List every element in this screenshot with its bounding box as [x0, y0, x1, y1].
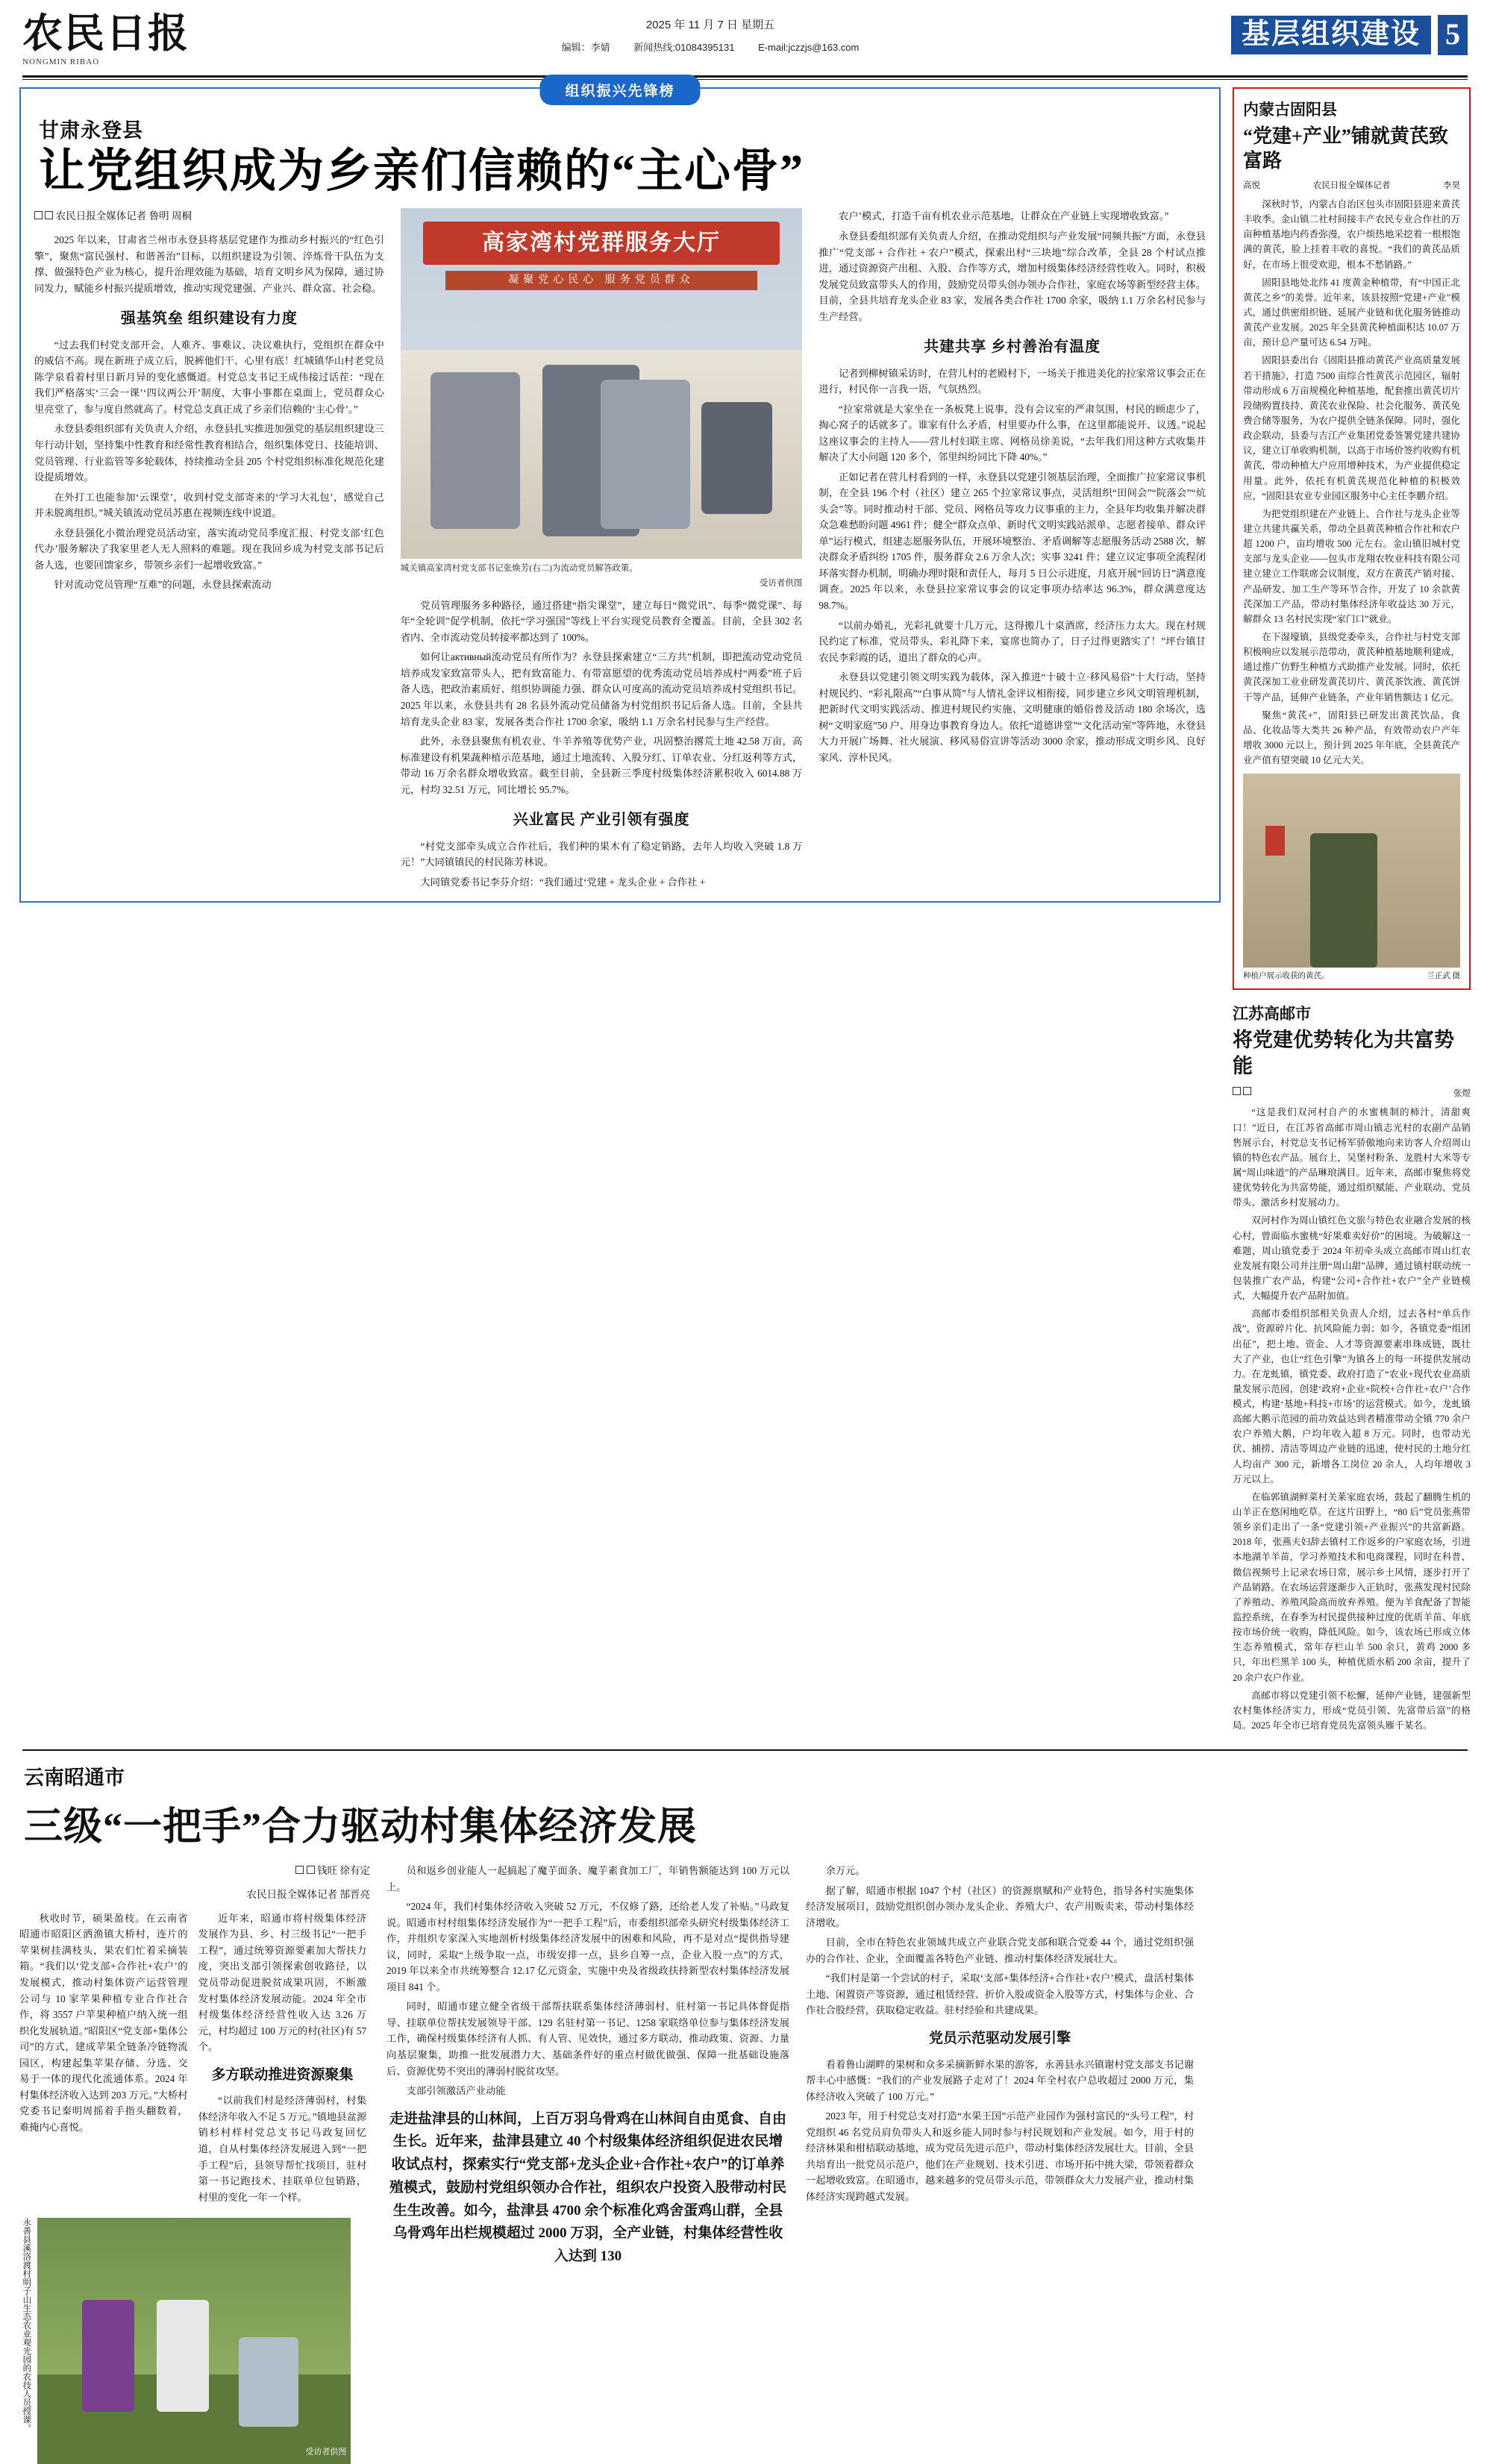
- photo-person-a: [82, 2300, 134, 2412]
- masthead-contact: [190, 40, 1231, 54]
- yunnan-kicker: 云南昭通市: [24, 1767, 125, 1790]
- paragraph: 余万元。: [825, 1865, 865, 1877]
- rb-headline: “党建+产业”铺就黄芪致富路: [1243, 125, 1448, 172]
- section-title: 基层组织建设: [1231, 16, 1431, 54]
- yunnan-byline: [19, 1863, 370, 1879]
- email-label: E-mail:jczzjs@163.com: [758, 42, 860, 53]
- section-badge: 组织振兴先锋榜: [539, 75, 700, 105]
- caption-credit: 受访者供图: [759, 579, 803, 589]
- rb-photo: [1243, 774, 1460, 968]
- paragraph: 2025 年以来，甘肃省兰州市永登县将基层党建作为推动乡村振兴的“红色引擎”，聚焦“富民强村、和谐善治”目标，以组织建设为引领、淬炼骨干队伍为支撑、做强特色产业为核心，提升治理效能为基础，培育文明乡风为保障，通过协同发力，赋能乡村振兴提质增效，推动实现党建强、产业兴、群众富、社会稳。: [34, 234, 384, 294]
- yunnan-photo-block: [19, 2218, 370, 2464]
- logo-subtext: NONGMIN RIBAO: [22, 57, 100, 66]
- paragraph: 永登县以党建引领文明实践为载体，深入推进“十破十立·移风易俗”十大行动，坚持村规民约、“彩礼限高”“白事从简”与人情礼金评议相衔接，同步建立乡风文明管理机制，把新时代文明实践活动、推进村规民约实施、文明健康的婚俗普及活动 180 余场次，选树“文明家庭”50 户、用身边事教育身边人。依托“道德讲堂”“文化活动室”等阵地，永登县大力开展广场舞、社火展演、移风易俗宣讲等活动 3000 余家，推动形成文明乡风、良好家风、淳朴民风。: [818, 671, 1206, 763]
- yunnan-story: [19, 1761, 1218, 2464]
- yunnan-column-1: [19, 1863, 370, 2464]
- yunnan-col1a: [19, 1910, 188, 2209]
- square-icon: [34, 211, 43, 219]
- lead-photo-caption: [401, 562, 803, 589]
- caption-text: 永善县溪洛渡村明子山生态农业观光园的农技人员授课。: [22, 2218, 31, 2433]
- paragraph: 此外，永登县聚焦有机农业、牛羊养殖等优势产业，巩固整治撂荒土地 42.58 万亩，高标准建设有机果蔬种植示范基地，通过土地流转、入股分红、订单农业、分红返利等方式，带动 16 万余名群众增收致富。截至目前，全县新三季度村级集体经济累积收入 6014.88 万元，村均 32.51 万元，同比增长 95.7%。: [400, 736, 803, 795]
- paragraph: 大同镇党委书记李芬介绍：“我们通过‘党建 + 龙头企业 + 合作社 +: [420, 876, 706, 888]
- paragraph: 固阳县地处北纬 41 度黄金种植带，有“中国正北黄芪之乡”的美誉。近年来，该县按照“党建+产业”模式，通过供密组织链、延展产业链和优化服务链推动黄芪产业发展。2025 年全县黄芪种植面积达 10.07 万亩，预计总产量可达 6.54 万吨。: [1243, 277, 1460, 348]
- paragraph: 记者到柳树镇采访时，在营儿村的老殿村下，一场关于推进美化的拉家常议事会正在进行，村民你一言我一语，气氛热烈。: [818, 367, 1206, 395]
- square-icon: [45, 211, 53, 219]
- paragraph: 双河村作为周山镇红色文旅与特色农业融合发展的核心村，曾面临水蜜桃“好果难卖好价”的困境。为破解这一难题，周山镇党委于 2024 年初牵头成立高邮市周山红农业发展有限公司并注册“周山甜”品牌，通过镇村联动统一包装推广农产品，构建“公司+合作社+农户”全产业链模式，大幅提升农产品附加值。: [1233, 1215, 1471, 1302]
- byline-squares: [1233, 1087, 1251, 1099]
- paragraph: 如何让активный流动党员有所作为？永登县探索建立“三方共”机制，即把流动党动党员培养成发家致富带头人，把有致富能力、有带富愿望的优秀流动党员培养成村“两委”班子后备人选，把政治素质好、组织协调能力强、群众认可度高的流动党员培养成村党组织书记。2025 年以来，永登县共有 28 名县外流动党员储备为村党组织书记后备人选。目前，全县共培育龙头企业 83 家，发展各类合作社 1700 余家，吸纳 1.1 万余名村民参与生产经营。: [400, 651, 803, 727]
- paragraph: “拉家常就是大家坐在一条板凳上说事，没有会议室的严肃氛围，村民的顾虑少了，掏心窝子的话就多了。谁家有什么矛盾，村里要办什么事，在这里都能说开、议透。”说起这座议事会的主持人——营儿村妇联主席、网格员徐美说，“去年我们用这种方式收集并解决了大小问题 120 多个，邻里纠纷同比下降 40%。”: [818, 403, 1206, 463]
- paragraph: 为把党组织建在产业链上、合作社与龙头企业等建立共建共赢关系，带动全县黄芪种植合作社和农户超 1200 户，亩均增收 500 元左右。金山镇旧城村党支部与龙头企业——包头市龙翔农牧业科技有限公司建立建立工作联席会议制度，双方在黄芪产销对接、产品研发、加工生产等环节合作，开发了 10 余款黄芪深加工产品，带动村集体经济年收益达 30 万元，解群众 13 名村民实现“家门口”就业。: [1243, 508, 1460, 624]
- lead-subhead-2: 兴业富民 产业引领有强度: [513, 812, 690, 829]
- top-area: [19, 84, 1471, 1736]
- masthead-section: [1231, 10, 1468, 55]
- byline-text-2: 农民日报全媒体记者 郜晋亮: [246, 1889, 370, 1901]
- paragraph: 员和返乡创业能人一起搞起了魔芋面条、魔芋素食加工厂，年销售额能达到 100 万元以上。: [386, 1865, 789, 1893]
- publish-date: 2025 年 11 月 7 日 星期五: [645, 19, 775, 31]
- lead-headline: 让党组织成为乡亲们信赖的“主心骨”: [39, 146, 805, 197]
- paragraph: 农户’模式，打造千亩有机农业示范基地，让群众在产业链上实现增收致富。”: [838, 210, 1169, 222]
- square-icon: [307, 1866, 315, 1874]
- yunnan-photo: [37, 2218, 351, 2464]
- lead-column-1: [34, 208, 384, 894]
- paragraph: “过去我们村党支部开会，人难齐、事难议、决议难执行，党组织在群众中的威信不高。现在新班子成立后，脱裤他们干、心里有底！红城镇华山村老党员陈学泉看着村里日新月异的变化感慨道。村党总支书记王成伟接过话茬：“现在我们严格落实‘三会一课’‘四议两公开’制度，大事小事都在桌面上，党员群众心里亮堂了，参与度自然就高了。村党总支真正成了乡亲们信赖的‘主心骨’。”: [34, 339, 384, 415]
- photo-sign-sub: 凝聚党心民心 服务党员群众: [445, 271, 758, 290]
- caption-credit: 兰正武 摄: [1427, 972, 1460, 981]
- bottom-area: [19, 1761, 1471, 2464]
- paragraph: 固阳县委出台《固阳县推动黄芪产业高质量发展若干措施》，打造 7500 亩综合性黄芪示范园区，辐射带动形成 6 万亩规模化种植基地，配套推出黄芪切片段储购置技持、黄芪农业保险、社会化服务、黄芪免费合储等服务，为农户提供全链条保障。同时，强化政企联动，县委与吉江产业集团党委签署党建共建协议，建立订单收购机制，以高于市场价签约收购有机黄芪，带动种植大户应用增种技术，为产业提供稳定用量。此外，依托有机黄芪规范化种植的积极效应，“固阳县农业专业园区服务中心主任李鹏介绍。: [1243, 355, 1460, 501]
- photo-person-c: [239, 2337, 298, 2427]
- square-icon: [295, 1866, 304, 1874]
- inner-mongolia-story: [1233, 87, 1471, 990]
- gaoyou-kicker: 江苏高邮市: [1233, 1005, 1311, 1023]
- newspaper-logo: [22, 10, 190, 66]
- paragraph: 2023 年，用于村党总支对打造“水果王国”示范产业园作为强村富民的“头号工程”，村党组织 46 名党员肩负带头人和返乡能人同时参与村民规划和产业发展。如今，用于村的经济林果和柑桔联动基地，成为党员先进示范户，带动村集体经济发展壮大。目前，全县共培育出一批党员示范户，他们在产业规划、技术引进、市场开拓中挑大梁，带领着群众一起增收致富。在昭通市，越来越多的党员带头示范，带领群众大力发展产业，推动村集体经济实现跨越式发展。: [806, 2110, 1194, 2202]
- byline-text: 钱旺 徐有定: [317, 1865, 370, 1877]
- gaoyou-byline: [1233, 1087, 1471, 1099]
- byline-author-2: 李昊: [1443, 181, 1460, 190]
- paragraph: 正如记者在营儿村看到的一样，永登县以党建引领基层治理，全面推广拉家常议事机制，在全县 196 个村（社区）建立 265 个拉家常议事点，灵活组织“田间会”“院落会”“炕头会”等。同时推动村干部、党员、网格员等攻力议事重的主力，全县年均收集并解决群众急难愁盼问题 4961 件；健全“群众点单、新时代文明实践站派单、志愿者接单、群众评单”运行模式，组建志愿服务队伍，开展环境整治、矛盾调解等志愿服务活动 2588 次，解决群众矛盾纠纷 1705 件，服务群众 2.6 万余人次；实事 3241 件；建立议定事项全流程闭环落实督办机制，明确办理时限和责任人，每月 5 日公示进度，月底开展“回访日”满意度调查。2025 年以来，永登县拉家常议事会的议定事项办结率达 96.3%，群众满意度达 98.7%。: [818, 471, 1206, 611]
- rb-body: [1243, 197, 1460, 768]
- byline-author: 张煜: [1453, 1089, 1471, 1099]
- gaoyou-body: [1233, 1105, 1471, 1733]
- gaoyou-headline: 将党建优势转化为共富势能: [1233, 1029, 1454, 1078]
- paragraph: 在外打工也能参加‘云课堂’，收到村党支部寄来的‘学习大礼包’，感觉自己并未脱离组织。”城关镇流动党员苏惠在视频连线中说道。: [34, 491, 384, 519]
- yunnan-headline: 三级“一把手”合力驱动村集体经济发展: [24, 1806, 698, 1849]
- hotline-label: 新闻热线:01084395131: [633, 42, 735, 53]
- paragraph: 支部引领激活产业动能: [406, 2085, 506, 2097]
- paragraph: “村党支部牵头成立合作社后，我们种的果木有了稳定销路，去年人均收入突破 1.8 万元！”大同镇镇民的村民陈芳林说。: [400, 840, 803, 868]
- page-number: 5: [1436, 15, 1468, 55]
- byline-author-1: 高悦: [1243, 181, 1260, 190]
- yunnan-subhead-2: 走进盐津县的山林间，上百万羽乌骨鸡在山林间自由觅食、自由生长。近年来，盐津县建立 40 个村级集体经济组织促进农民增收试点村，探索实行“党支部+龙头企业+合作社+农户”的订单养殖模式，鼓励村党组织领办合作社，组织农户投资入股带动村民生生改善。如今，盐津县 4700 余个标准化鸡舍蛋鸡山群，全县乌骨鸡年出栏规模超过 2000 万羽，全产业链，村集体经营性收入达到 130: [389, 2110, 786, 2265]
- paragraph: “以前我们村是经济薄弱村，村集体经济年收入不足 5 万元。”镇地县盆源销杉村样村党总支书记马政复回忆道，自从村集体经济发展进入到“一把手工程”后，县领导帮忙找项目，驻村第一书记跑技术、挂联单位包销路，村里的变化一年一个样。: [198, 2095, 367, 2203]
- paragraph: 永登县委组织部有关负责人介绍，在推动党组织与产业发展“同频共振”方面，永登县推广“党支部 + 合作社 + 农户”模式，探索出村“三块地”综合改革，全县 28 个村试点推进，通过资源资产出租、入股、合作等方式，增加村级集体经济经营性收入。同时，积极发展党员致富带头人的作用，鼓励党员带头创办领办合作社，家庭农场等新型经营主体。目前，全县共培育龙头企业 83 家，发展各类合作社 1700 余家，吸纳 1.1 万余名村民参与生产经营。: [818, 230, 1206, 322]
- byline-org: 农民日报全媒体记者: [1312, 181, 1391, 190]
- lead-column-3: [818, 208, 1206, 894]
- lead-photo: [401, 208, 803, 559]
- yunnan-photo-caption: [19, 2218, 33, 2464]
- photo-flag: [1265, 826, 1285, 856]
- paragraph: 聚焦“黄芪+”，固阳县已研发出黄芪饮品、食品、化妆品等大类共 26 种产品，有效带动农户产年增收 3000 元以上，预计到 2025 年年底，全县黄芪产业产值有望突破 10 亿元大关。: [1243, 709, 1460, 766]
- lead-byline: [34, 208, 384, 225]
- yunnan-column-3: [806, 1863, 1194, 2464]
- editor-label: 编辑：李婧: [561, 42, 610, 53]
- badge-wrap: [539, 75, 700, 105]
- lead-subhead-3: 共建共享 乡村善治有温度: [924, 339, 1101, 356]
- paragraph: 永登县委组织部有关负责人介绍，永登县扎实推进加强党的基层组织建设三年行动计划，坚持集中性教育和经常性教育相结合，组织集体党日、技能培训、党员管理、行业监管等多轮载体，持续推动全县 205 个村党组织标准化规范化建设提质增效。: [34, 423, 384, 483]
- paragraph: 在临郭镇湖鲜菜村关莱家庭农场，鼓起了翻腾生机的山羊正在悠闲地吃草。在这片田野上，“80 后”党员张燕带领乡亲们走出了一条“党建引领+产业振兴”的共富新路。2018 年，张燕夫妇辞去镇村工作返乡的户家庭农场，引进本地湖羊羊苗，学习养殖技术和电商课程，同时在科普、微信视频号上记录农场日常，展示乡土风情，逐步打开了产品销路。在农场运营逐渐步入正轨时，张燕发现村民除了养殖动、养殖风险高而放弃养殖。便为羊食配备了智能监控系统，在春季为村民提供接种过度的优质羊苗、年底按市场价统一收购，降低风险。如今，该农场已形成立体生态养殖模式，常年存栏山羊 500 余只，黄鸡 2000 多只，年出栏黑羊 100 头，种植优质水稻 200 余亩，提升了 20 余户农户作业。: [1233, 1491, 1471, 1683]
- paragraph: 同时，昭通市建立健全省级干部帮扶联系集体经济薄弱村、驻村第一书记具体督促指导、挂联单位帮扶发展领导干部、129 名驻村第一书记、1258 家联络单位参与集体经济发展工作，确保村级集体经济有人抓、有人管、见效快，通过多方联动，推动政策、资源、力量向基层聚集，助推一批发展潜力大、基础条件好的重点村做优做强、保障一批基础设施落后、资源优势不突出的薄弱村脱贫攻坚。: [386, 2001, 789, 2077]
- rb-photo-caption: [1243, 970, 1460, 981]
- yunnan-byline-2: [19, 1887, 370, 1903]
- yunnan-subhead-1: 多方联动推进资源聚集: [211, 2066, 354, 2083]
- lead-columns: [34, 208, 1206, 894]
- paragraph: 目前，全市在特色农业领域共成立产业联合党支部和联合党委 44 个，通过党组织强办的合作社、企业，全面覆盖各特色产业链、推动村集体经济发展壮大。: [806, 1937, 1194, 1964]
- yunnan-columns: [19, 1863, 1218, 2464]
- lead-column-2: [401, 208, 803, 894]
- lead-subhead-1: 强基筑垒 组织建设有力度: [120, 310, 298, 327]
- paragraph: 党员管理服务多种路径，通过搭建“指尖课堂”，建立每日“微党讯”、每季“微党课”、每年“全轮训”促学机制，依托“学习强国”等线上平台实现党员教育全覆盖。目前，全县 302 名省内、全市流动党员转接率都达到了 100%。: [400, 599, 803, 643]
- bottom-divider: [22, 1749, 1468, 1751]
- photo-farmer: [1310, 833, 1377, 968]
- photo-person-4: [701, 402, 772, 514]
- square-icon: [1233, 1087, 1241, 1095]
- masthead-rule: [22, 75, 1468, 78]
- bottom-right-spacer: [1233, 1761, 1471, 2464]
- paragraph: “2024 年，我们村集体经济收入突破 52 万元，不仅修了路，还给老人发了补贴。”马政复说。昭通市村村组集体经济发展作为“一把手工程”后，市委组织部牵头研究村级集体经济工作，并组织专家深入实地剖析村级集体经济发展中的困难和风险，再不是对点“提供指导建议，同时，采取“上级争取一点，市级安排一点，县乡自筹一点，企业入股一点”的方式，2019 年以来全市共统筹整合 12.17 亿元资金，实施中央及省级政扶持新型农村集体经济发展项目 841 个。: [386, 1901, 789, 1993]
- paragraph: “以前办婚礼，光彩礼就要十几万元，这得搬几十桌酒席，经济压力太大。现在村规民约定了标准，党员带头，彩礼降下来，宴席也简办了，日子过得更踏实了！”坪台镇甘农民李彩霞的话，道出了群众的心声。: [818, 619, 1206, 663]
- yunnan-col1b: [198, 1910, 367, 2209]
- paragraph: 近年来，昭通市将村级集体经济发展作为县、乡、村三级书记“一把手工程”，通过统筹资源要素加大帮扶力度，突出支部引领探索创收路径，以党员带动促进脱贫成果巩固，不断激发村集体经济发展动能。2024 年全市村级集体经济经营性收入达 3.26 万元，村均超过 100 万元的村(社区)有 57 个。: [198, 1912, 367, 2053]
- logo-text: 农民日报: [22, 11, 190, 56]
- yunnan-column-2: [386, 1863, 789, 2464]
- yunnan-subhead-3: 党员示范驱动发展引擎: [928, 2030, 1071, 2046]
- paragraph: 深秋时节，内蒙古自治区包头市固阳县迎来黄芪丰收季。金山镇二社村间接丰产农民专业合作社的万亩种植基地内药香弥漫，农户烦热地采挖着一根根饱满的黄芪，脸上挂着丰收的喜悦。“我们的黄芪品质好，在市场上很受欢迎，根本不愁销路。”: [1243, 199, 1460, 270]
- photo-sign-banner: 高家湾村党群服务大厅: [423, 222, 780, 265]
- photo-person-3: [601, 380, 690, 529]
- yunnan-col1-split: [19, 1910, 370, 2209]
- caption-text: 城关镇高家湾村党支部书记张焕芳(右二)为流动党员解答政策。: [400, 564, 638, 574]
- masthead-center: [190, 10, 1231, 54]
- right-column: [1233, 87, 1471, 1736]
- paragraph: 秋收时节，硕果盈枝。在云南省昭通市昭阳区洒渔镇大桥村，连片的苹果树挂满枝头，果农们忙着采摘装箱。“我们以‘党支部+合作社+农户’的发展模式，推动村集体资产运营管理公司与 10 家苹果种植专业合作社合作，将 3557 户苹果种植户纳入统一组织化发展轨道。”昭阳区“党支部+集体公司”的方式，建成苹果全链条冷链物流园区，构建起集苹果存储、分选、交易于一体的现代化流通体系。2024 年村集体经济收入达到 203 万元。”大桥村党委书记秦明周摇着手指头翻数着，难掩内心喜悦。: [19, 1912, 188, 2133]
- photo-credit-overlay: 受访者供图: [305, 2448, 347, 2457]
- square-icon: [1243, 1087, 1251, 1095]
- byline-text: 农民日报全媒体记者 鲁明 周桐: [55, 210, 192, 222]
- paragraph: 看着鲁山湖畔的果树和众多采摘新鲜水果的游客，永善县永兴镇谢村党支部支书记谢帮丰心中感慨：“我们的产业发展路子走对了！2024 年全村农户总收超过 2000 万元，集体经济收入突破了 100 万元。”: [806, 2058, 1194, 2102]
- rb-byline: [1243, 179, 1460, 191]
- paragraph: “我们村是第一个尝试的村子，采取‘支部+集体经济+合作社+农户’模式，盘活村集体土地、闲置资产等资源，通过租赁经营、折价入股或资金入股等方式，村集体与企业、合作社合股经营，获取稳定收益。驻村经验和共建成果。: [806, 1972, 1194, 2016]
- paragraph: “这是我们双河村自产的水蜜桃制的柿汁，清甜爽口！”近日，在江苏省高邮市周山镇志光村的农副产品销售展示台，村党总支书记杨军骄傲地向来访客人介绍周山镇的特色农产品。展台上，吴堡村粉条、龙胜村大米等专属“周山味道”的产品琳琅满目。近年来，高邮市聚焦将党建优势转化为共富势能，通过组织赋能、产业联动、党员带头、激活乡村发展动力。: [1233, 1107, 1471, 1209]
- paragraph: 高邮市将以党建引领不松懈，延伸产业链，建强新型农村集体经济实力，形成“党员引领、先富带后富”的格局。2025 年全市已培育党员先富领头雁千某名。: [1233, 1690, 1471, 1731]
- lead-story-box: [19, 84, 1221, 903]
- photo-person-b: [157, 2300, 209, 2412]
- lead-kicker: 甘肃永登县: [39, 119, 143, 142]
- photo-person-1: [431, 372, 520, 529]
- masthead-rule-thin: [22, 79, 1468, 80]
- paragraph: 在下湿壕镇，县级党委牵头，合作社与村党支部积极响应以发展示范带动，黄芪种植基地顺利建成，通过推广仿野生种植方式助推产业发展。同时，依托黄芪深加工业业研发黄芪切片、黄芪茶饮液、黄芪饼干等产品，延伸产业链条，产业年销售额达 1 亿元。: [1243, 631, 1460, 703]
- caption-text: 种植户展示收获的黄芪。: [1243, 972, 1330, 981]
- paragraph: 据了解，昭通市根据 1047 个村（社区）的资源禀赋和产业特色，指导各村实施集体经济发展项目，鼓励党组织创办领办龙头企业、养殖大户、农产用贩卖来，带动村集体经济增收。: [806, 1884, 1194, 1928]
- rb-kicker: 内蒙古固阳县: [1243, 101, 1337, 119]
- masthead: [19, 0, 1471, 72]
- paragraph: 高邮市委组织部相关负责人介绍，过去各村“单兵作战”，资源碎片化、抗风险能力弱；如今，各镇党委“组团出征”，把土地、资金、人才等资源要素串珠成链，既壮大了产业，也让“红色引擎”为镇各上的每一环提供发展动力。在龙虬镇，镇党委、政府打造了“农业+现代农业高质量发展示范园，创建‘政府+企业+院校+合作社+农户’合作模式，构建‘基地+科技+市场’的运营模式。如今，龙虬镇高邮大鹅示范园的前功效益达到者精准带动全镇 770 余户农户养殖大鹅，户均年收入超 8 万元。同时，也带动光伏、捕捞、清洁等周边产业链的迅速，使村民的土地分红人均亩产 300 元，新增各工岗位 20 余人，人均年增收 3 万元以上。: [1233, 1308, 1471, 1485]
- paragraph: 永登县强化小微治理党员活动室，落实流动党员季度汇报、村党支部‘红色代办’服务解决了我家里老人无人照料的难题。现在我回乡成为村党支部书记后备人选，也要回馈家乡，带领乡亲们一起增收致富。”: [34, 527, 384, 571]
- paragraph: 针对流动党员管理“互难”的问题，永登县探索流动: [54, 579, 272, 591]
